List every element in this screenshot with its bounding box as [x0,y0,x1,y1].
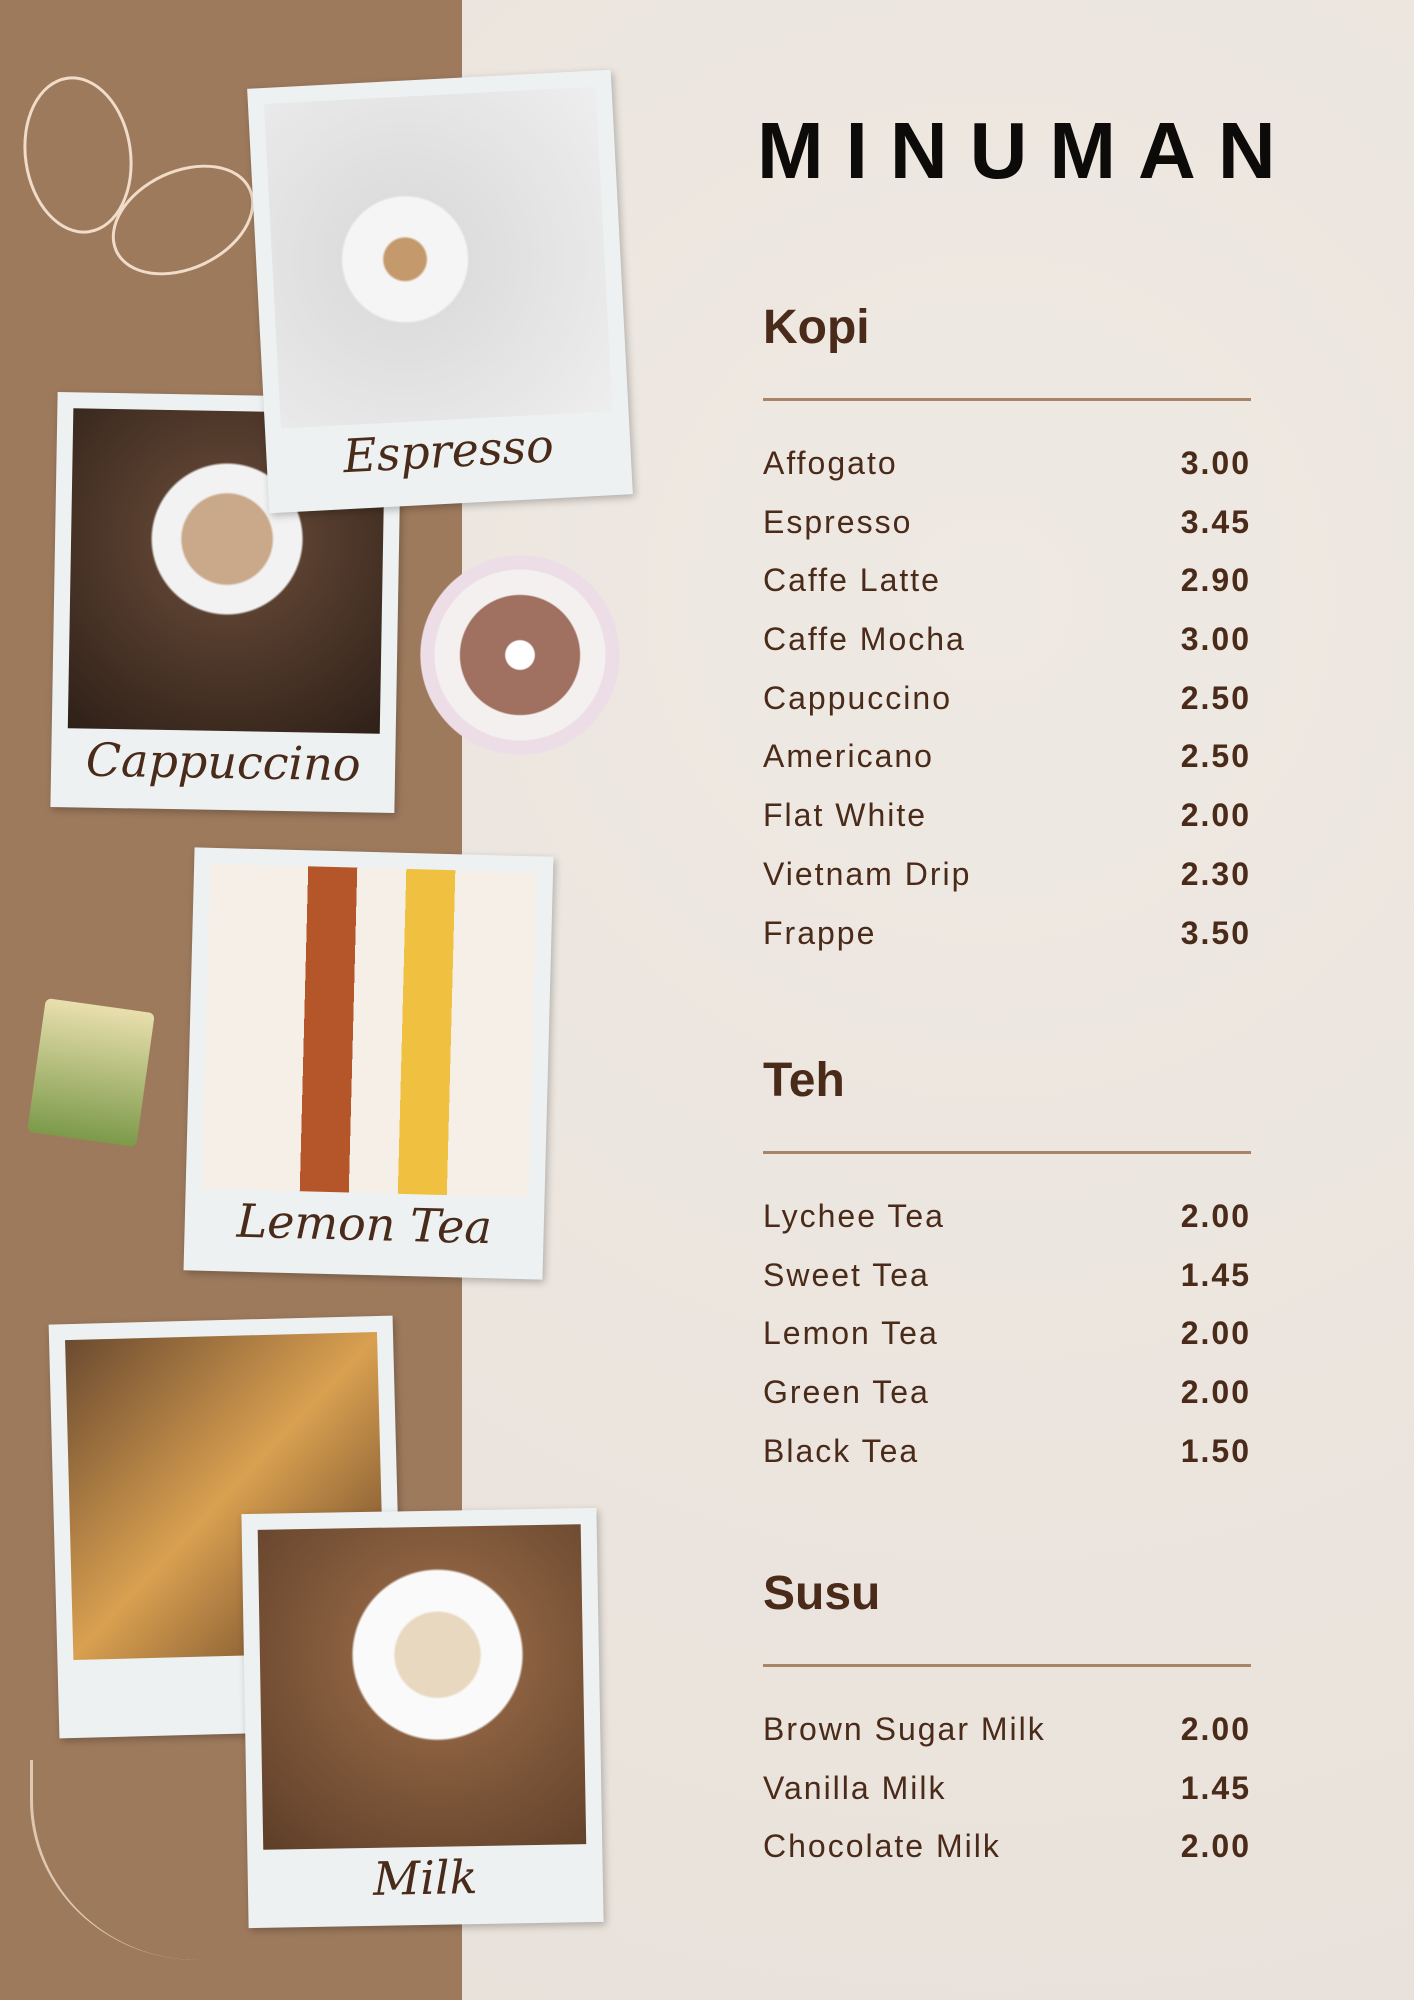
menu-item [763,680,1251,739]
photo-lemon-tea [184,847,554,1279]
item-name: Lemon Tea [763,1315,939,1352]
item-name: Flat White [763,797,928,834]
menu-item [763,797,1251,856]
item-price: 2.00 [1180,1828,1251,1865]
item-name: Vanilla Milk [763,1769,947,1806]
item-name: Espresso [763,503,913,540]
item-name: Cappuccino [763,679,952,716]
latte-cup-illustration [420,555,620,755]
section-heading: Kopi [763,301,870,354]
menu-item [763,1198,1251,1257]
item-name: Lychee Tea [763,1198,945,1234]
item-price: 3.50 [1180,914,1251,951]
item-name: Vietnam Drip [763,855,972,892]
item-price: 2.90 [1180,562,1251,599]
item-price: 2.00 [1180,1198,1251,1234]
item-price: 2.00 [1180,797,1251,834]
menu-item [763,562,1251,621]
section-susu [763,1566,1251,1887]
item-name: Americano [763,738,934,775]
menu-item [763,1828,1251,1887]
divider [763,398,1251,401]
photo-caption: Milk [372,1850,478,1906]
menu-title: MINUMAN [757,106,1298,195]
section-heading: Susu [763,1567,881,1620]
section-kopi [763,300,1251,973]
section-teh [763,1053,1251,1491]
item-price: 2.50 [1180,679,1251,716]
menu-item [763,1711,1251,1770]
menu-item [763,1257,1251,1316]
menu-item [763,1315,1251,1374]
photo-caption: Cappuccino [85,732,362,792]
menu-item [763,445,1251,504]
item-price: 2.30 [1180,855,1251,892]
photo-milk [241,1508,603,1928]
menu-item [763,1433,1251,1492]
item-name: Black Tea [763,1432,920,1469]
item-name: Frappe [763,914,877,951]
divider [763,1151,1251,1154]
item-price: 1.45 [1180,1769,1251,1806]
item-price: 2.00 [1180,1315,1251,1352]
item-price: 2.00 [1180,1374,1251,1411]
photo-caption: Lemon Tea [236,1193,493,1255]
menu-item [763,1770,1251,1829]
item-name: Chocolate Milk [763,1828,1001,1865]
menu-item [763,856,1251,915]
item-price: 3.00 [1180,445,1251,481]
photo-espresso [247,70,633,513]
tea-bag-icon [27,998,155,1147]
item-price: 2.50 [1180,738,1251,775]
item-price: 1.50 [1180,1432,1251,1469]
photo-caption: Espresso [341,418,555,484]
item-name: Caffe Mocha [763,621,966,658]
item-price: 1.45 [1180,1256,1251,1293]
item-price: 3.00 [1180,621,1251,658]
item-name: Green Tea [763,1374,930,1411]
menu-item [763,621,1251,680]
item-name: Brown Sugar Milk [763,1711,1046,1747]
item-price: 3.45 [1180,503,1251,540]
item-name: Affogato [763,445,898,481]
item-price: 2.00 [1180,1711,1251,1747]
divider [763,1664,1251,1667]
menu-item [763,915,1251,974]
menu-item [763,504,1251,563]
menu-item [763,738,1251,797]
item-name: Sweet Tea [763,1256,930,1293]
menu-item [763,1374,1251,1433]
section-heading: Teh [763,1054,845,1107]
item-name: Caffe Latte [763,562,941,599]
